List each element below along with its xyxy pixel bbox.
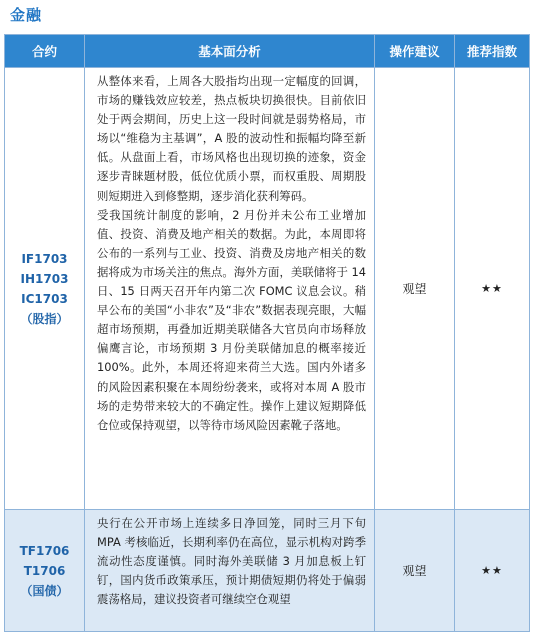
advice-cell: 观望	[375, 68, 455, 510]
futures-analysis-table	[4, 34, 530, 632]
rating-stars: ★★	[455, 510, 530, 632]
contract-code: IC1703	[21, 291, 68, 306]
table-row-index-futures	[5, 68, 530, 510]
contract-code: T1706	[23, 563, 66, 578]
analysis-paragraph: 央行在公开市场上连续多日净回笼，同时三月下旬 MPA 考核临近，长期利率仍在高位，显示机构对跨季流动性态度谨慎。同时海外美联储 3 月加息板上钉钉，国内货币政策承压，预计期债短期仍将处于偏弱震荡格局，建议投资者可继续空仓观望	[97, 516, 366, 607]
contract-cell	[5, 68, 85, 510]
header-contract: 合约	[5, 35, 85, 68]
contract-code: IF1703	[21, 251, 68, 266]
analysis-cell	[85, 510, 375, 632]
analysis-cell	[85, 68, 375, 510]
advice-cell: 观望	[375, 510, 455, 632]
rating-stars: ★★	[455, 68, 530, 510]
section-title: 金融	[10, 6, 43, 24]
analysis-paragraph: 受我国统计制度的影响，2 月份并未公布工业增加值、投资、消费及地产相关的数据。为此，本周即将公布的一系列与工业、投资、消费及房地产相关的数据将成为市场关注的焦点。海外方面，美联储将于 14 日、15 日两天召开年内第二次 FOMC 议息会议。稍早公布的美国“小非农”及“非农”数据表现亮眼，大幅超市场预期，再叠加近期美联储各大官员向市场释放偏鹰言论，市场预期 3 月份美联储加息的概率接近 100%。此外，本周还将迎来荷兰大选。国内外诸多的风险因素积聚在本周纷纷袭来，或将对本周 A 股市场的走势带来较大的不确定性。操作上建议短期降低仓位或保持观望，以等待市场风险因素靴子落地。	[97, 207, 366, 432]
contract-code: IH1703	[20, 271, 69, 286]
header-analysis: 基本面分析	[85, 35, 375, 68]
table-row-bond-futures	[5, 510, 530, 632]
table-header-row	[5, 35, 530, 68]
header-rating: 推荐指数	[455, 35, 530, 68]
analysis-paragraph: 从整体来看，上周各大股指均出现一定幅度的回调，市场的赚钱效应较差，热点板块切换很快。目前依旧处于两会期间，历史上这一段时间就是弱势格局，市场以“维稳为主基调”，A 股的波动性和振幅均降至新低。从盘面上看，市场风格也出现切换的迹象，资金逐步青睐题材股，低位优质小票，而权重股、周期股则短期进入到修整期，逐步消化获利筹码。	[97, 74, 366, 203]
contract-code: TF1706	[19, 543, 70, 558]
contract-category: （股指）	[20, 311, 69, 326]
contract-category: （国债）	[20, 583, 69, 598]
contract-cell	[5, 510, 85, 632]
header-advice: 操作建议	[375, 35, 455, 68]
